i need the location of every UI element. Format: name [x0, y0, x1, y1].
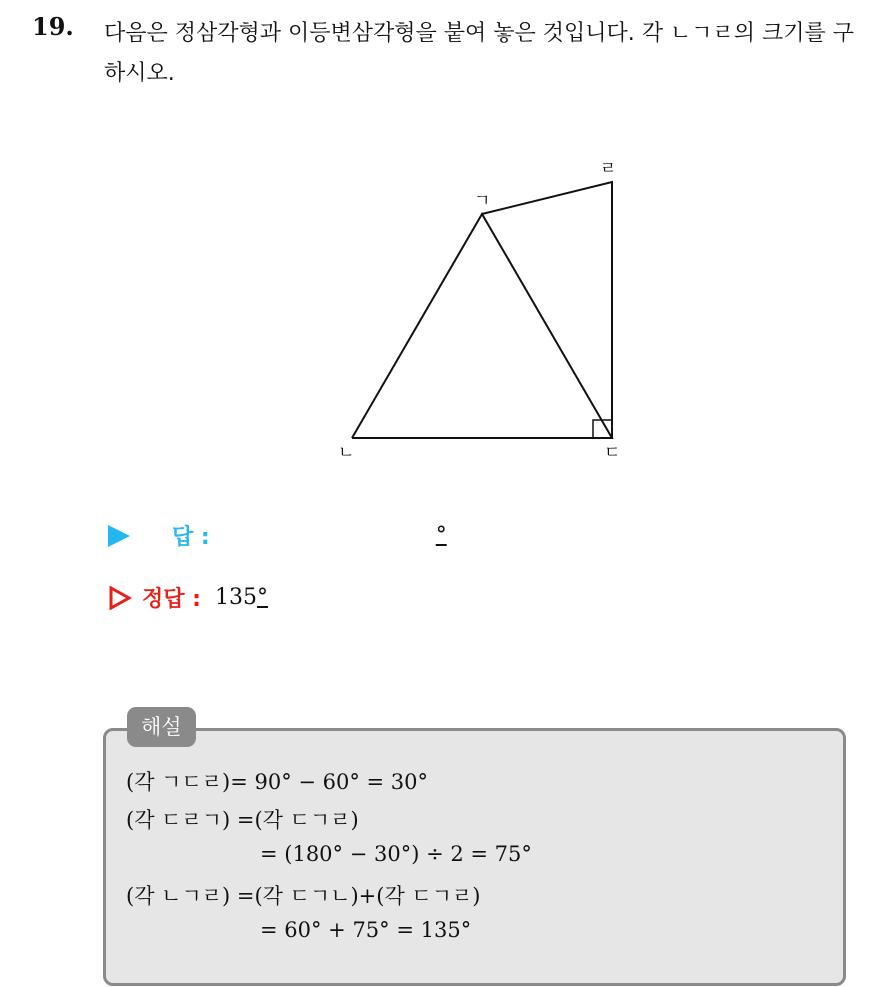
solution-line-2: (각 ㄷㄹㄱ) =(각 ㄷㄱㄹ): [126, 808, 359, 832]
solution-line-1: (각 ㄱㄷㄹ)= 90° − 60° = 30°: [126, 770, 429, 794]
vertex-label-giyeok: ㄱ: [474, 191, 491, 211]
triangle-figure: [330, 150, 650, 470]
correct-answer-label: 정답 :: [142, 587, 201, 612]
correct-answer-unit: °: [256, 585, 268, 610]
equilateral-triangle: [352, 214, 612, 438]
isosceles-triangle: [482, 182, 612, 438]
solution-line-3: = (180° − 30°) ÷ 2 = 75°: [260, 842, 532, 866]
answer-label: 답 :: [172, 525, 210, 550]
answer-blank[interactable]: °: [435, 523, 447, 548]
solution-line-4: (각 ㄴㄱㄹ) =(각 ㄷㄱㄴ)+(각 ㄷㄱㄹ): [126, 884, 481, 908]
vertex-label-nieun: ㄴ: [338, 443, 355, 463]
correct-answer-value: [215, 585, 268, 610]
vertex-label-digeut: ㄷ: [604, 443, 621, 463]
outline-triangle-icon: [108, 586, 132, 610]
question-number: 19.: [32, 12, 74, 41]
filled-triangle-icon: [108, 525, 130, 547]
solution-line-5: = 60° + 75° = 135°: [260, 918, 472, 942]
solution-tag: 해설: [127, 707, 196, 747]
vertex-label-rieul: ㄹ: [600, 159, 617, 179]
correct-answer-number: 135: [214, 585, 257, 610]
question-text: 다음은 정삼각형과 이등변삼각형을 붙여 놓은 것입니다. 각 ㄴㄱㄹ의 크기를 구하시오.: [104, 21, 854, 86]
answer-row: [108, 520, 447, 551]
correct-answer-row: [108, 582, 268, 613]
